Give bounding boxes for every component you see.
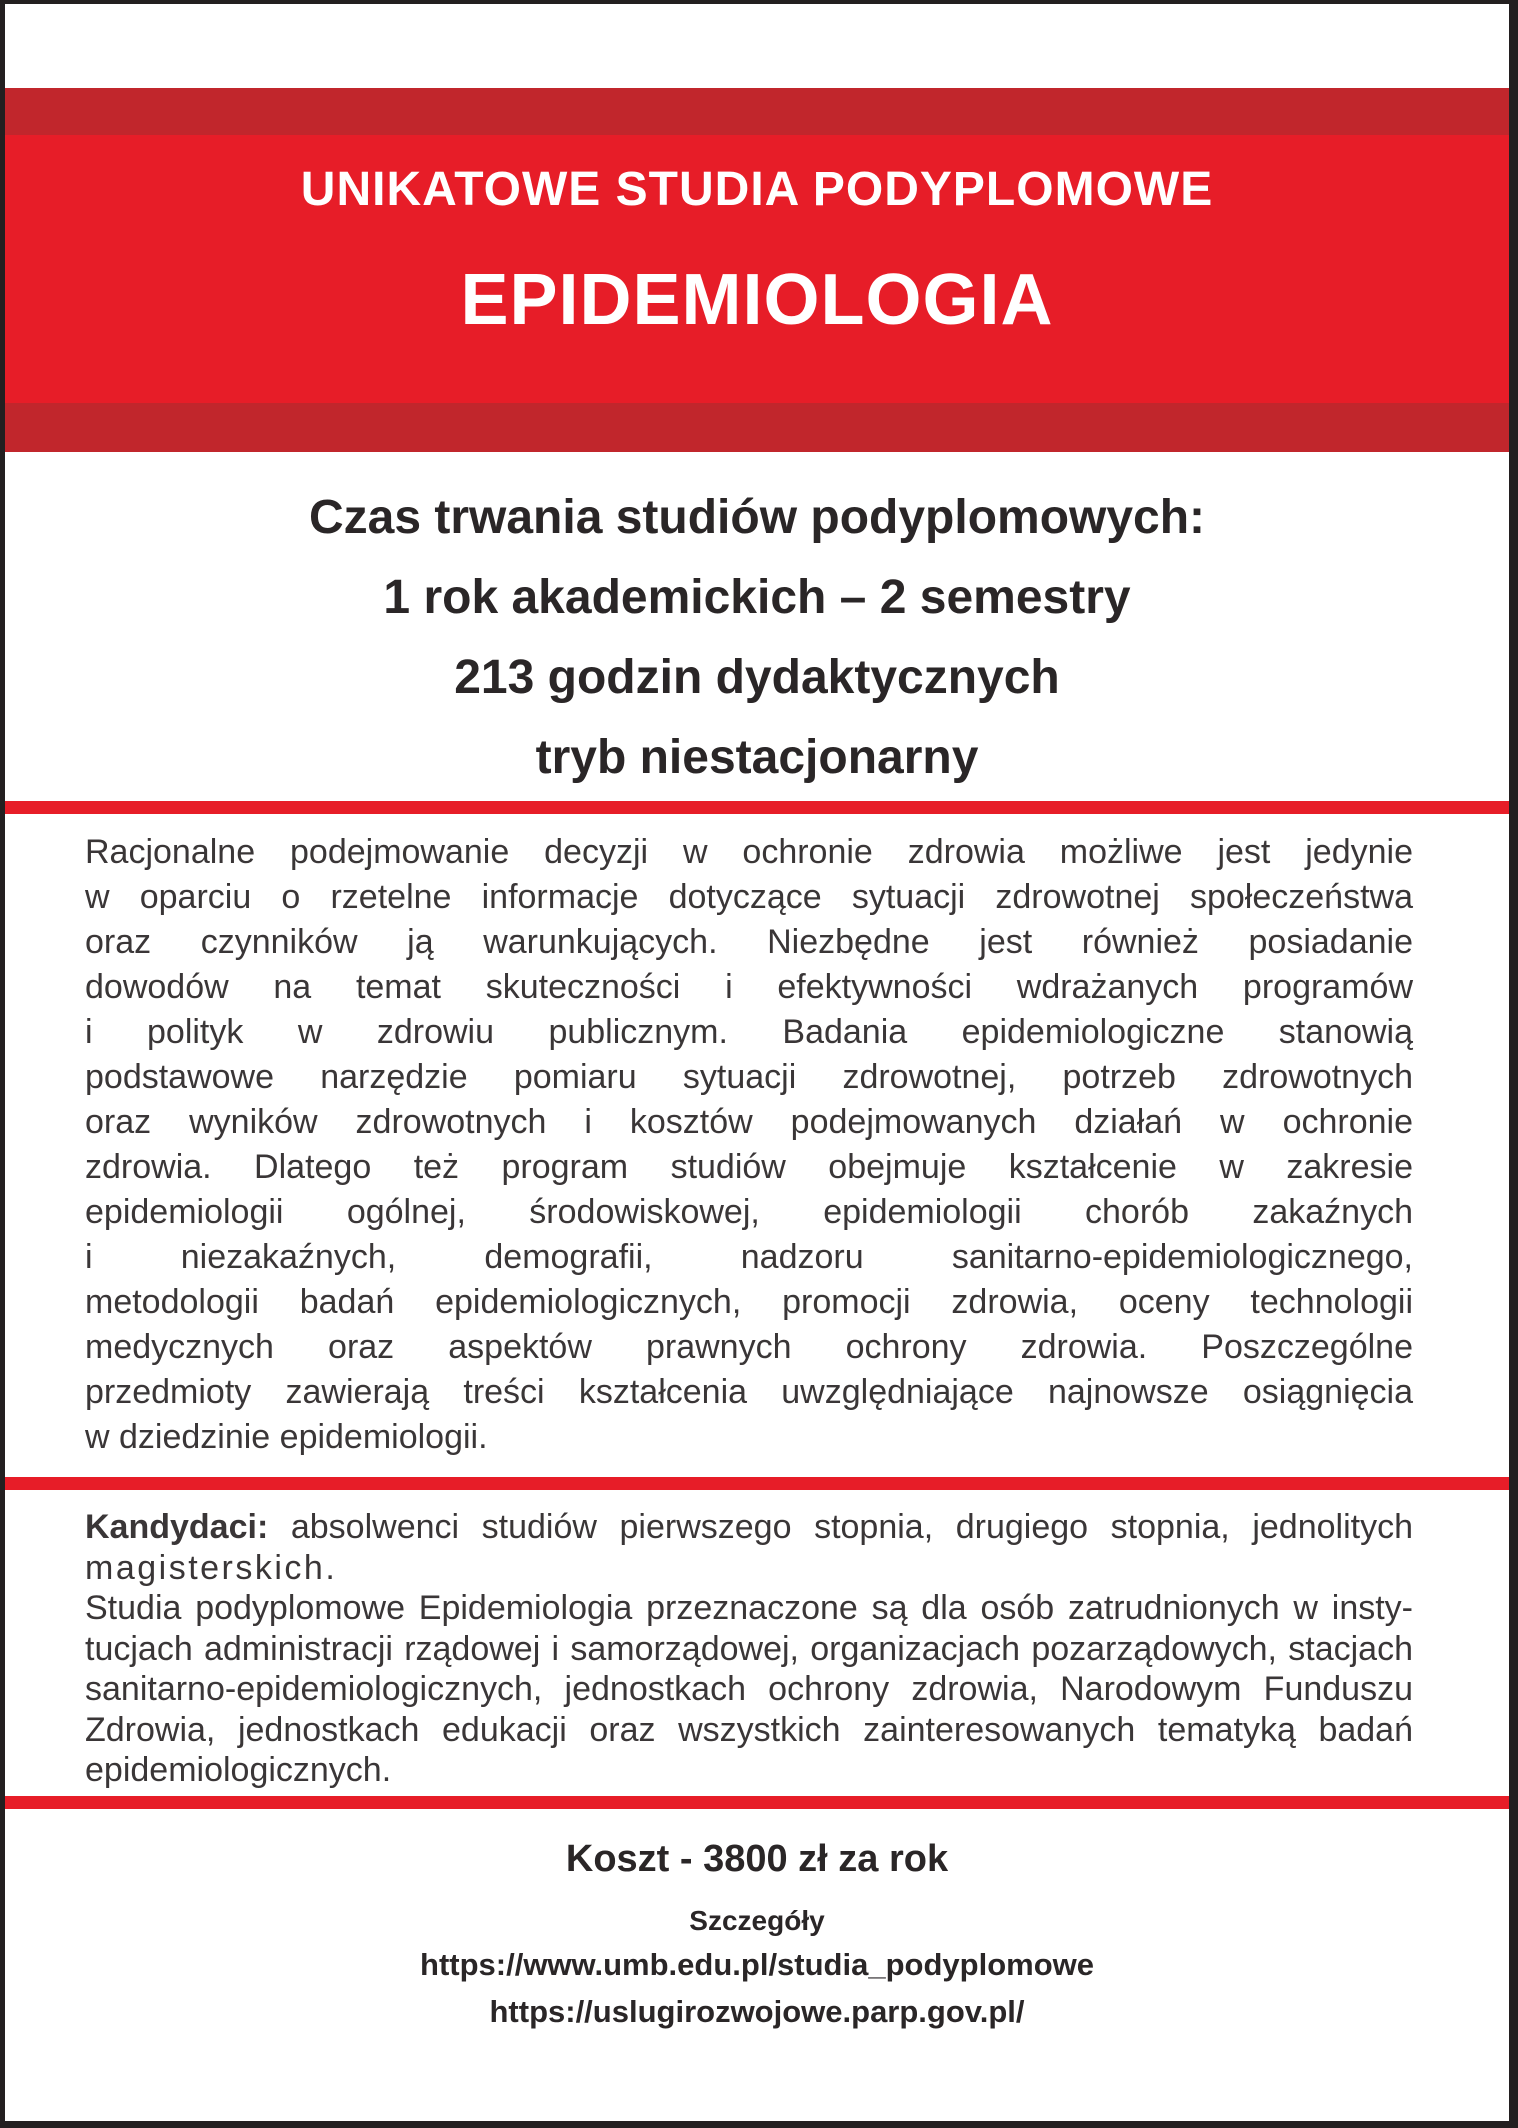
description-line: Racjonalne podejmowanie decyzji w ochronie zdrowia możliwe jest jedynie (85, 833, 1413, 871)
umb-url: https://www.umb.edu.pl/studia_podyplomowe (420, 1946, 1094, 1982)
duration-line: 213 godzin dydaktycznych (454, 651, 1060, 704)
candidates-line: tucjach administracji rządowej i samorządowej, organizacjach pozarządowych, stacjach (85, 1629, 1413, 1668)
duration-line: 1 rok akademickich – 2 semestry (383, 571, 1131, 624)
red-divider-2 (5, 1477, 1509, 1490)
candidates-label: Kandydaci: (85, 1508, 269, 1546)
description-section (5, 814, 1509, 1477)
description-line: w oparciu o rzetelne informacje dotyczące sytuacji zdrowotnej społeczeństwa (85, 878, 1413, 916)
candidates-line: Zdrowia, jednostkach edukacji oraz wszystkich zainteresowanych tematyką badań (85, 1710, 1413, 1749)
candidates-line: magisterskich. (85, 1548, 338, 1587)
duration-section (5, 452, 1509, 801)
cost-line: Koszt - 3800 zł za rok (565, 1837, 949, 1880)
red-divider-3 (5, 1796, 1509, 1809)
description-line: podstawowe narzędzie pomiaru sytuacji zdrowotnej, potrzeb zdrowotnych (85, 1058, 1413, 1096)
description-line: i niezakaźnych, demografii, nadzoru sanitarno-epidemiologicznego, (85, 1238, 1413, 1276)
description-line: dowodów na temat skuteczności i efektywności wdrażanych programów (85, 968, 1413, 1006)
description-line: w dziedzinie epidemiologii. (85, 1418, 488, 1456)
header-banner (5, 88, 1509, 452)
header-dark-strip-bottom (5, 403, 1509, 452)
candidates-line (85, 1507, 1413, 1548)
duration-heading: Czas trwania studiów podyplomowych: (308, 491, 1206, 544)
candidates-section (5, 1490, 1509, 1796)
header-kicker: UNIKATOWE STUDIA PODYPLOMOWE (300, 163, 1214, 216)
candidates-line: Studia podyplomowe Epidemiologia przeznaczone są dla osób zatrudnionych w insty- (85, 1589, 1413, 1627)
duration-line: tryb niestacjonarny (535, 731, 979, 784)
candidates-line: epidemiologicznych. (85, 1751, 392, 1789)
poster-title: EPIDEMIOLOGIA (460, 260, 1054, 340)
header-dark-strip-top (5, 88, 1509, 135)
description-line: przedmioty zawierają treści kształcenia uwzględniające najnowsze osiągnięcia (85, 1373, 1413, 1411)
description-line: oraz czynników ją warunkujących. Niezbędne jest również posiadanie (85, 923, 1413, 961)
top-white-margin (5, 4, 1509, 88)
candidates-line: sanitarno-epidemiologicznych, jednostkach ochrony zdrowia, Narodowym Funduszu (85, 1670, 1413, 1708)
details-label: Szczegóły (689, 1904, 825, 1936)
description-line: epidemiologii ogólnej, środowiskowej, epidemiologii chorób zakaźnych (85, 1193, 1413, 1231)
description-line: oraz wyników zdrowotnych i kosztów podejmowanych działań w ochronie (85, 1103, 1413, 1141)
description-line: zdrowia. Dlatego też program studiów obejmuje kształcenie w zakresie (85, 1148, 1413, 1186)
header-red-band (5, 135, 1509, 403)
description-line: medycznych oraz aspektów prawnych ochrony zdrowia. Poszczególne (85, 1328, 1413, 1366)
candidates-line-rest: absolwenci studiów pierwszego stopnia, drugiego stopnia, jednolitych (268, 1508, 1413, 1546)
parp-url: https://uslugirozwojowe.parp.gov.pl/ (489, 1993, 1025, 2029)
red-divider-1 (5, 801, 1509, 814)
description-line: i polityk w zdrowiu publicznym. Badania epidemiologiczne stanowią (85, 1013, 1413, 1051)
footer-section (5, 1823, 1509, 2035)
description-line: metodologii badań epidemiologicznych, promocji zdrowia, oceny technologii (85, 1283, 1413, 1321)
